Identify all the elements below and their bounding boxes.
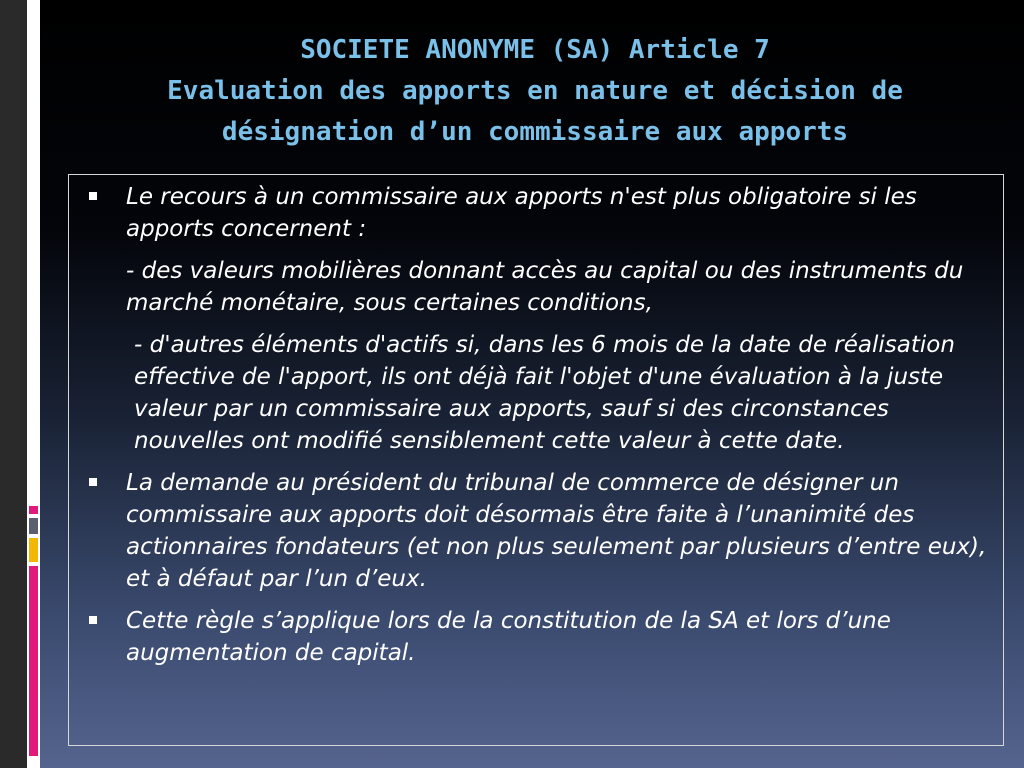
title-line-2: Evaluation des apports en nature et décision de bbox=[167, 76, 903, 106]
square-bullet-icon bbox=[89, 192, 97, 200]
sub-paragraph: - des valeurs mobilières donnant accès au capital ou des instruments du marché monétaire, sous certaines conditions, bbox=[126, 258, 964, 316]
slide-title bbox=[60, 30, 1010, 153]
bullet-text: La demande au président du tribunal de commerce de désigner un commissaire aux apports doit désormais être faite à l’unanimité des actionnaires fondateurs (et non plus seulement par plusieurs d’entre eux), et à défaut par l’un d’eux. bbox=[126, 470, 987, 592]
accent-bar-yellow bbox=[29, 538, 38, 562]
accent-bar-pink bbox=[29, 566, 38, 756]
square-bullet-icon bbox=[89, 478, 97, 486]
bullet-text: Le recours à un commissaire aux apports n'est plus obligatoire si les apports concernent : bbox=[126, 184, 917, 242]
bullet-text: Cette règle s’applique lors de la constitution de la SA et lors d’une augmentation de capital. bbox=[126, 608, 891, 666]
title-line-1: SOCIETE ANONYME (SA) Article 7 bbox=[300, 35, 770, 65]
content-box bbox=[68, 174, 1004, 746]
left-dark-strip bbox=[0, 0, 27, 768]
bullet-list bbox=[69, 181, 1003, 679]
title-line-3: désignation d’un commissaire aux apports bbox=[221, 117, 849, 147]
bullet-item-1 bbox=[69, 181, 1003, 457]
sub-paragraph: - d'autres éléments d'actifs si, dans les 6 mois de la date de réalisation effective de l'apport, ils ont déjà fait l'objet d'une évaluation à la juste valeur par un commissaire aux apports, sauf si des circonstances nouvelles ont modifié sensiblement cette valeur à cette date. bbox=[134, 332, 955, 454]
accent-bar-gray bbox=[29, 518, 38, 534]
bullet-item-2 bbox=[69, 467, 1003, 595]
accent-bar-pink-top bbox=[29, 506, 38, 514]
square-bullet-icon bbox=[89, 616, 97, 624]
bullet-item-3 bbox=[69, 605, 1003, 669]
